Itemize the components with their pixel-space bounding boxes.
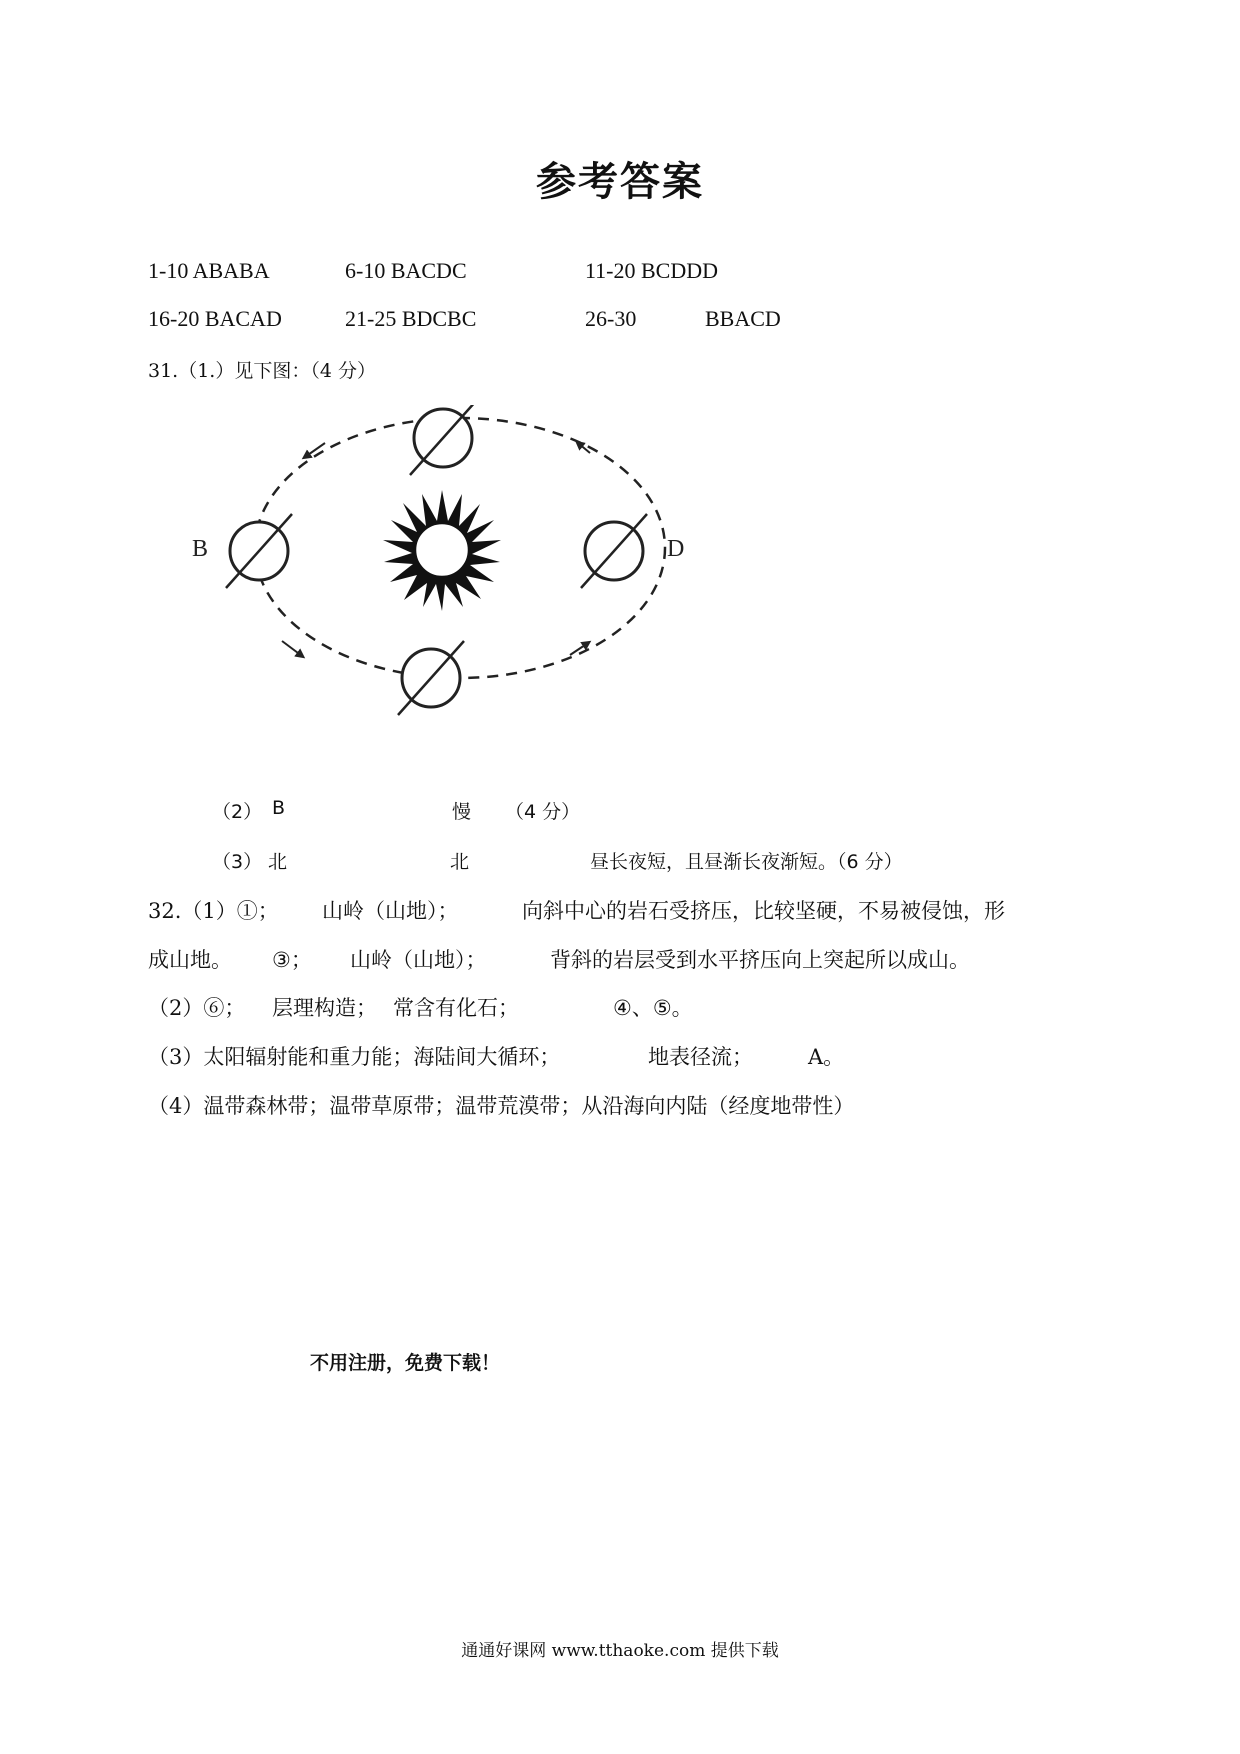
q32-part4: （4）温带森林带；温带草原带；温带荒漠带；从沿海向内陆（经度地带性） [148,1094,855,1118]
q32-part3-c: A。 [808,1045,845,1069]
q31-part2-number: （2） [212,801,263,823]
q31-part3-answer-c: 昼长夜短，且昼渐长夜渐短。（6 分） [590,851,903,873]
q31-heading: 31.（1.）见下图：（4 分） [148,360,376,382]
sun-icon [383,490,501,611]
q32-part1-line2-a: 成山地。 [148,948,232,972]
q32-part1-answer-a: 山岭（山地）； [322,899,459,923]
orbit-arrow-bottom-left [282,641,302,656]
q32-part1-reason-a: 向斜中心的岩石受挤压，比较坚硬，不易被侵蚀，形 [522,899,1005,923]
q31-part3-answer-b: 北 [450,851,470,873]
earth-icon-left [226,514,292,588]
page-title: 参考答案 [536,159,704,205]
q32-part2-d: ④、⑤。 [613,996,693,1020]
q32-part2-c: 常含有化石； [393,996,519,1020]
q31-part3-answer-a: 北 [268,851,288,873]
page-footer: 通通好课网 www.tthaoke.com 提供下载 [461,1641,779,1661]
q32-part1-line2-c: 山岭（山地）； [350,948,487,972]
q32-part1-line2-b: ③； [272,948,312,972]
mc-answer-11-20: 11-20 BCDDD [585,258,719,283]
q32-part2-b: 层理构造； [272,996,377,1020]
q31-part3-number: （3） [212,851,263,873]
earth-icon-right [581,514,647,588]
q32-part2-a: （2）⑥； [148,996,246,1020]
mc-answer-21-25: 21-25 BDCBC [345,306,477,331]
earth-icon-bottom [398,641,464,715]
q32-part3-a: （3）太阳辐射能和重力能；海陆间大循环； [148,1045,561,1069]
q31-part2-answer-a: B [272,797,286,819]
q32-part1-heading: 32.（1）①； [148,899,279,923]
q32-part3-b: 地表径流； [648,1045,753,1069]
orbit-label-d: D [667,536,685,562]
q31-part2-answer-b: 慢 [452,801,472,823]
orbit-arrow-top-right [578,443,590,453]
mc-answer-26-30-range: 26-30 [585,306,637,331]
download-notice: 不用注册，免费下载！ [310,1352,501,1374]
mc-answer-1-10: 1-10 ABABA [148,258,270,283]
orbit-label-b: B [192,536,209,562]
earth-icon-top [410,405,476,475]
mc-answer-16-20: 16-20 BACAD [148,306,282,331]
mc-answer-6-10: 6-10 BACDC [345,258,467,283]
q32-part1-line2-d: 背斜的岩层受到水平挤压向上突起所以成山。 [550,948,970,972]
mc-answer-26-30: BBACD [705,306,781,331]
q31-part2-score: （4 分） [505,801,581,823]
earth-orbit-diagram [160,405,780,735]
